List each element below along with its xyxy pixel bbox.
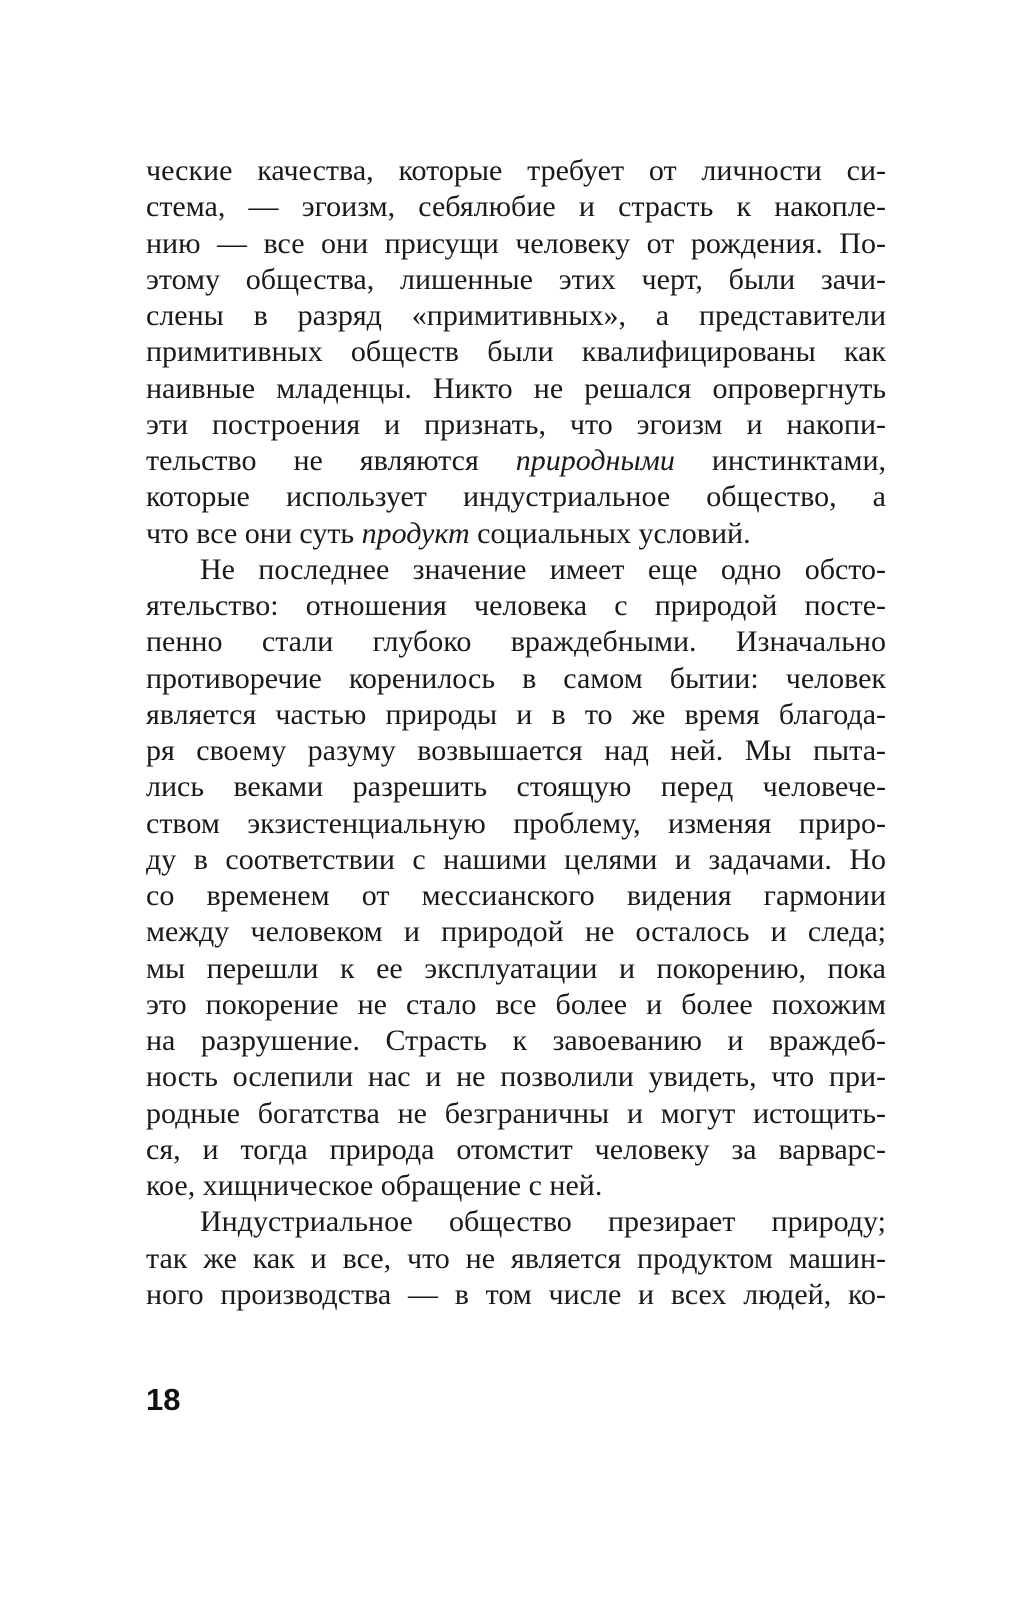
- text-line: пенно стали глубоко враждебными. Изначально: [146, 625, 886, 659]
- paragraph-2: [146, 552, 886, 1205]
- text-line: которые использует индустриальное общество, а: [146, 480, 886, 514]
- text-line: что все они суть продукт социальных условий.: [146, 516, 751, 550]
- text-line: мы перешли к ее эксплуатации и покорению, пока: [146, 951, 886, 985]
- text-line: родные богатства не безграничны и могут истощить-: [146, 1096, 886, 1130]
- text-line: является частью природы и в то же время благода-: [146, 697, 886, 731]
- text-line: между человеком и природой не осталось и следа;: [146, 915, 886, 949]
- text-line: нию — все они присущи человеку от рождения. По-: [146, 226, 886, 260]
- italic-emphasis: продукт: [361, 516, 470, 550]
- text-line: лись веками разрешить стоящую перед человече-: [146, 770, 886, 804]
- text-line: примитивных обществ были квалифицированы как: [146, 335, 886, 369]
- text-line: ся, и тогда природа отомстит человеку за варварс-: [146, 1132, 886, 1166]
- text-line: ческие качества, которые требует от личности си-: [146, 154, 886, 187]
- text-line: стема, — эгоизм, себялюбие и страсть к накопле-: [146, 190, 886, 224]
- body-text: [146, 153, 886, 1313]
- page-number: 18: [146, 1382, 181, 1417]
- text-line: этому общества, лишенные этих черт, были зачи-: [146, 262, 886, 296]
- text-line: ятельство: отношения человека с природой посте-: [146, 589, 886, 622]
- text-line: ду в соответствии с нашими целями и задачами. Но: [146, 842, 886, 876]
- text-line: Индустриальное общество презирает природу;: [200, 1205, 886, 1239]
- text-line: на разрушение. Страсть к завоеванию и враждеб-: [146, 1024, 886, 1057]
- text-line: это покорение не стало все более и более похожим: [146, 987, 886, 1021]
- text-line: ря своему разуму возвышается над ней. Мы пыта-: [146, 734, 886, 767]
- text-line: эти построения и признать, что эгоизм и накопи-: [146, 407, 886, 441]
- text-line: так же как и все, что не является продуктом машин-: [146, 1241, 886, 1275]
- paragraph-3: [146, 1204, 886, 1313]
- text-line: ного производства — в том числе и всех людей, ко-: [146, 1277, 886, 1311]
- text-line: кое, хищническое обращение с ней.: [146, 1169, 603, 1202]
- text-line: со временем от мессианского видения гармонии: [146, 879, 886, 912]
- paragraph-1: [146, 153, 886, 552]
- text-line: Не последнее значение имеет еще одно обсто-: [200, 552, 886, 586]
- text-line: ством экзистенциальную проблему, изменяя приро-: [146, 806, 886, 840]
- italic-emphasis: природными: [515, 444, 675, 477]
- text-line: наивные младенцы. Никто не решался опровергнуть: [146, 371, 886, 405]
- text-line: слены в разряд «примитивных», а представители: [146, 299, 886, 332]
- text-line: ность ослепили нас и не позволили увидеть, что при-: [146, 1060, 886, 1094]
- text-line: противоречие коренилось в самом бытии: человек: [146, 661, 886, 695]
- text-line: тельство не являются природными инстинктами,: [146, 444, 887, 477]
